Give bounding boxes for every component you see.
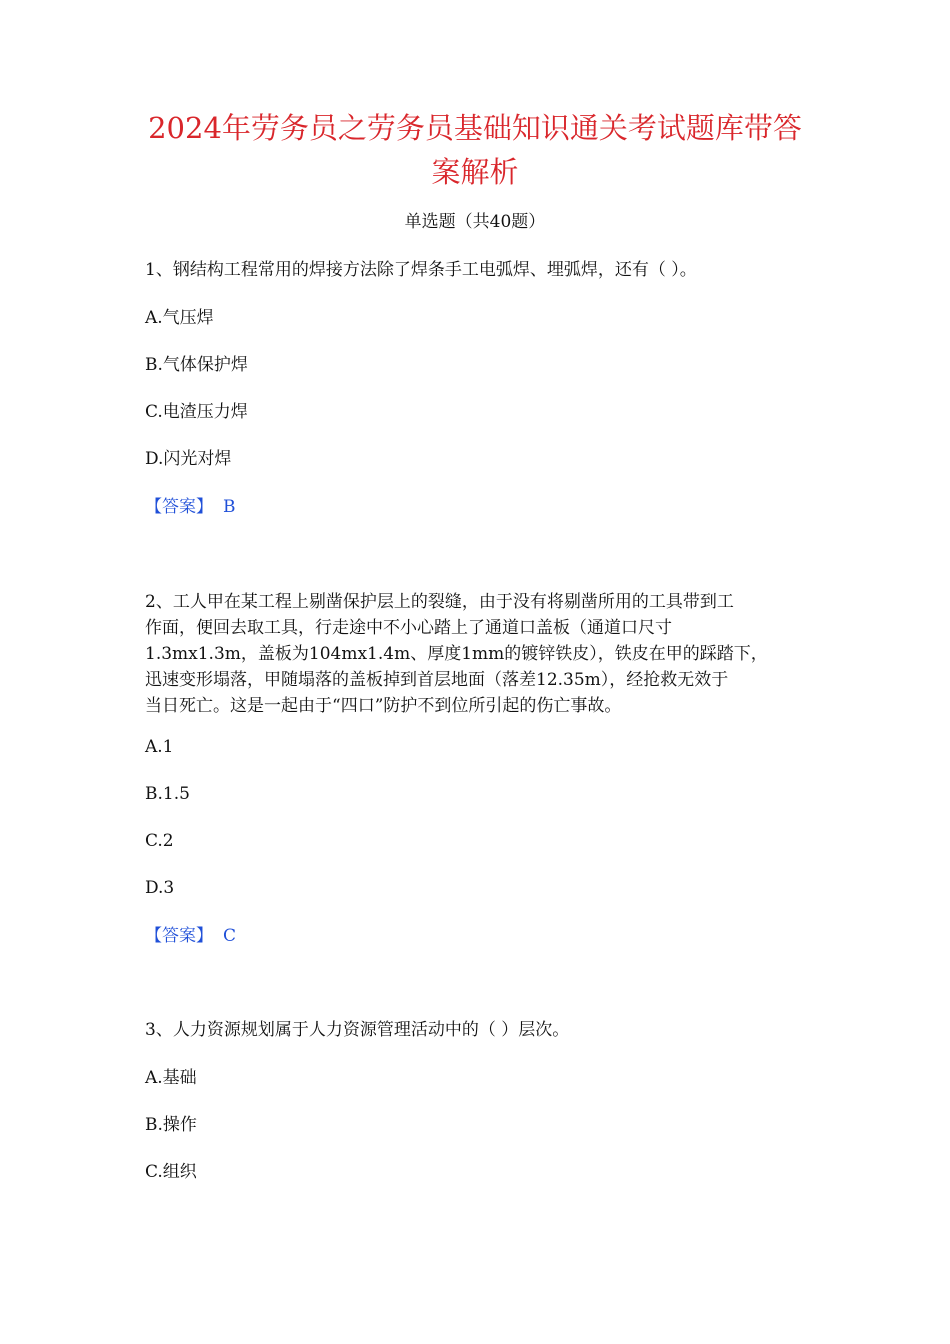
question-2-stem-line: 迅速变形塌落，甲随塌落的盖板掉到首层地面（落差12.35m），经抢救无效于: [145, 670, 729, 690]
question-2-option-a: A.1: [145, 737, 174, 757]
question-3-option-b: B.操作: [145, 1115, 197, 1135]
question-2-stem-line: 2、工人甲在某工程上剔凿保护层上的裂缝，由于没有将剔凿所用的工具带到工: [145, 592, 734, 612]
question-1-stem: 1、钢结构工程常用的焊接方法除了焊条手工电弧焊、埋弧焊，还有（ ）。: [145, 260, 697, 280]
answer-value: C: [223, 926, 237, 946]
question-2-stem-line: 1.3mx1.3m，盖板为104mx1.4m、厚度1mm的镀锌铁皮），铁皮在甲的踩踏下，: [145, 644, 768, 664]
question-1-option-a: A.气压焊: [145, 308, 214, 328]
answer-tag: 【答案】: [145, 497, 213, 517]
question-2-stem: [145, 589, 815, 719]
answer-tag: 【答案】: [145, 926, 213, 946]
title-line-2: 案解析: [431, 155, 519, 189]
answer-value: B: [223, 497, 236, 517]
question-3-option-a: A.基础: [145, 1068, 197, 1088]
question-2-answer: [145, 923, 236, 949]
question-3-option-c: C.组织: [145, 1162, 197, 1182]
question-2-option-d: D.3: [145, 878, 175, 898]
question-1-option-d: D.闪光对焊: [145, 449, 232, 469]
question-3-stem: 3、人力资源规划属于人力资源管理活动中的（ ）层次。: [145, 1020, 570, 1040]
question-2-stem-line: 当日死亡。这是一起由于“四口”防护不到位所引起的伤亡事故。: [145, 696, 622, 716]
question-2-option-b: B.1.5: [145, 784, 190, 804]
question-1-answer: [145, 494, 236, 520]
section-heading: 单选题（共40题）: [404, 212, 546, 232]
title-line-1: 2024年劳务员之劳务员基础知识通关考试题库带答: [148, 111, 802, 145]
question-1-option-c: C.电渣压力焊: [145, 402, 248, 422]
document-title: [120, 106, 830, 194]
question-1-option-b: B.气体保护焊: [145, 355, 248, 375]
question-2-option-c: C.2: [145, 831, 174, 851]
question-2-stem-line: 作面，便回去取工具，行走途中不小心踏上了通道口盖板（通道口尺寸: [145, 618, 672, 638]
